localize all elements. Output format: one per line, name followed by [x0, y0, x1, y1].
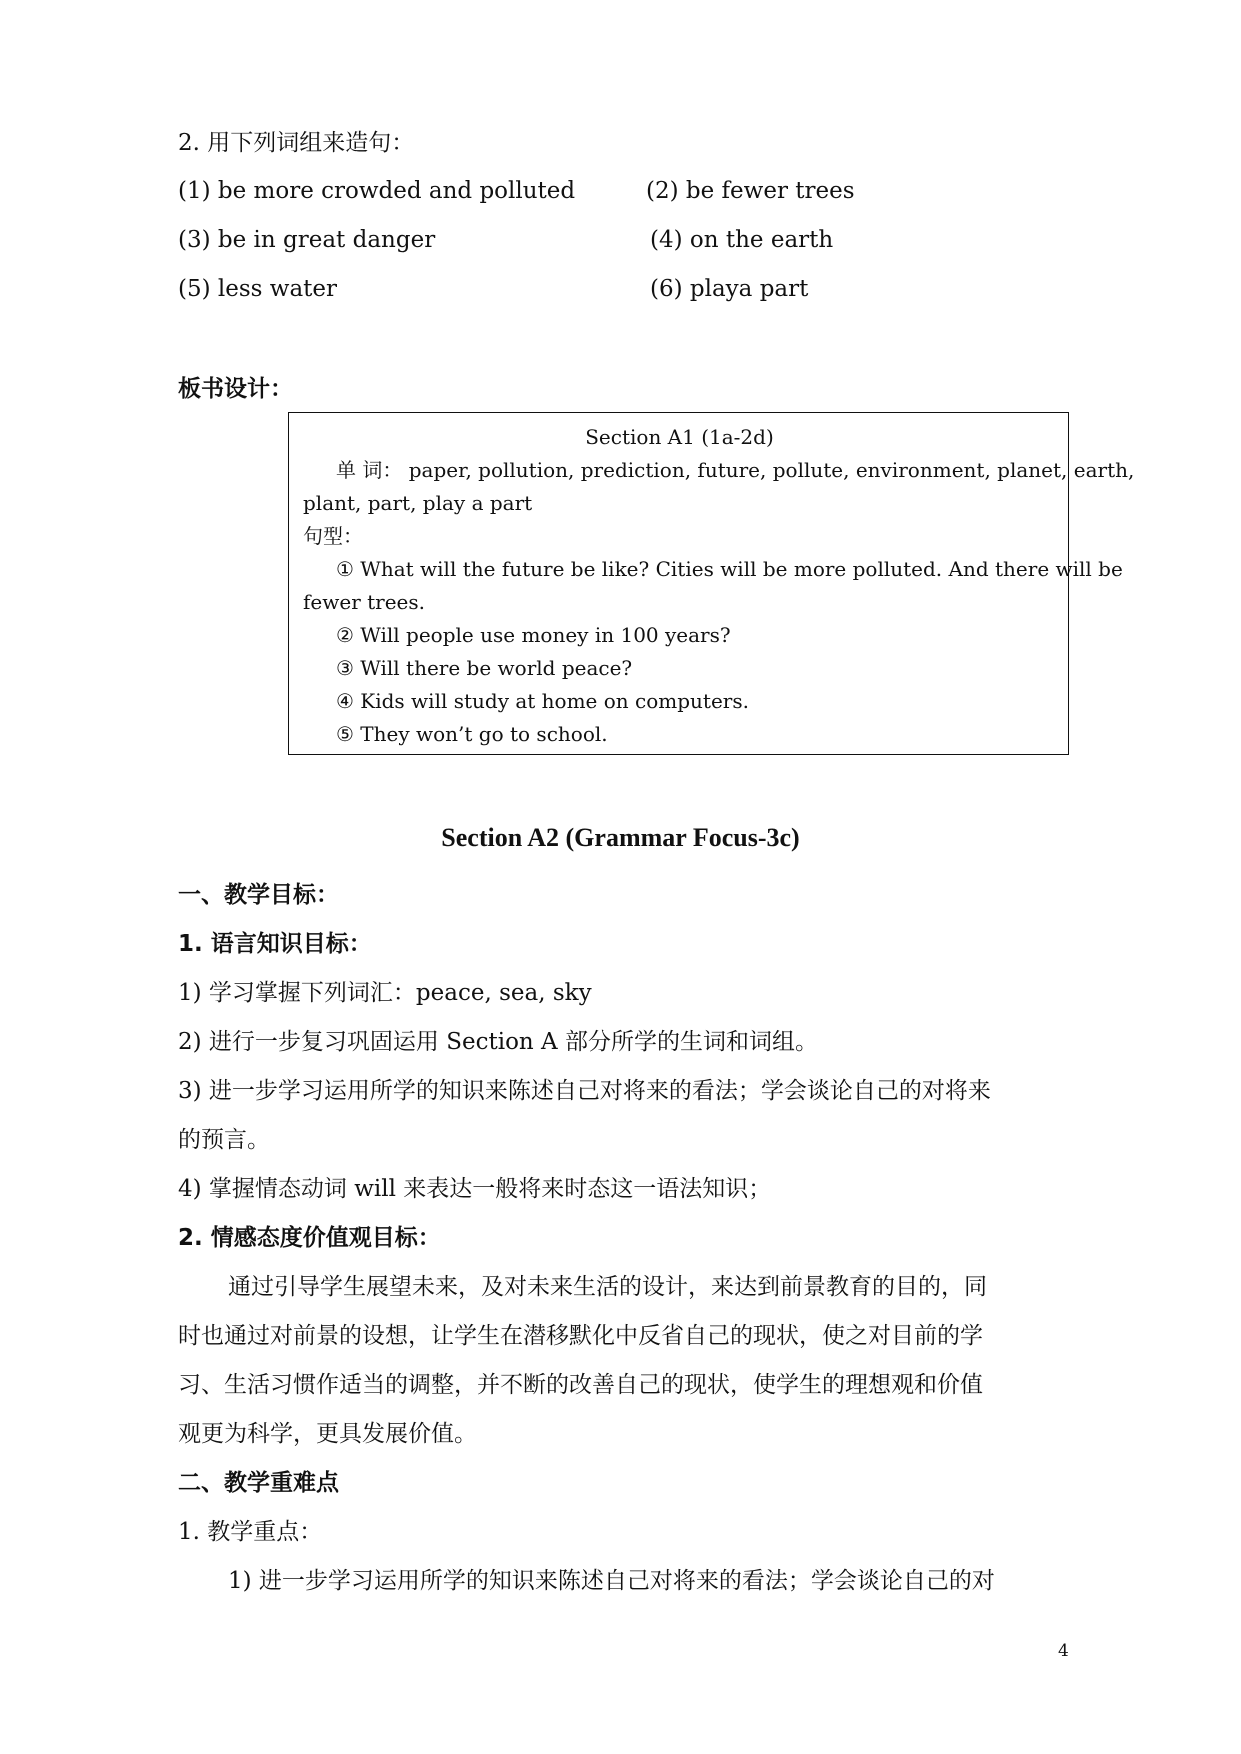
words-line: 单 词： paper, pollution, prediction, future, pollute, environment, planet, earth,	[336, 458, 1135, 482]
objective-item: 3) 进一步学习运用所学的知识来陈述自己对将来的看法；学会谈论自己的对将来	[178, 1078, 991, 1104]
heading-key-points: 二、教学重难点	[178, 1470, 339, 1496]
subheading-key-points: 1. 教学重点：	[178, 1519, 323, 1545]
exercise-item: (2) be fewer trees	[646, 178, 855, 204]
objective-item: 的预言。	[178, 1127, 270, 1153]
heading-attitude: 2. 情感态度价值观目标：	[178, 1225, 441, 1251]
sentence-item: ② Will people use money in 100 years?	[336, 623, 731, 647]
sentence-item: fewer trees.	[303, 590, 426, 614]
sentence-item: ④ Kids will study at home on computers.	[336, 689, 749, 713]
heading-objectives: 一、教学目标：	[178, 882, 339, 908]
sentences-label: 句型：	[303, 524, 363, 548]
words-line: plant, part, play a part	[303, 491, 533, 515]
sentence-item: ③ Will there be world peace?	[336, 656, 633, 680]
paragraph-line: 习、生活习惯作适当的调整，并不断的改善自己的现状，使学生的理想观和价值	[178, 1372, 983, 1398]
sentence-item: ⑤ They won’t go to school.	[336, 722, 608, 746]
board-design-box	[288, 412, 1135, 755]
objective-item: 1) 学习掌握下列词汇：peace, sea, sky	[178, 980, 592, 1006]
section-heading: Section A2 (Grammar Focus-3c)	[441, 823, 800, 852]
paragraph-line: 时也通过对前景的设想，让学生在潜移默化中反省自己的现状，使之对目前的学	[178, 1323, 983, 1349]
exercise-item: (5) less water	[178, 276, 338, 302]
heading-knowledge: 1. 语言知识目标：	[178, 931, 372, 957]
exercise-item: (3) be in great danger	[178, 227, 436, 253]
box-title: Section A1 (1a-2d)	[585, 425, 774, 449]
exercise-item: (6) playa part	[650, 276, 809, 302]
paragraph-line: 观更为科学，更具发展价值。	[178, 1421, 477, 1447]
board-design-label: 板书设计：	[178, 376, 293, 402]
paragraph-line: 通过引导学生展望未来，及对未来生活的设计，来达到前景教育的目的，同	[228, 1274, 987, 1300]
exercise-title: 2. 用下列词组来造句：	[178, 130, 415, 156]
objective-item: 2) 进行一步复习巩固运用 Section A 部分所学的生词和词组。	[178, 1029, 818, 1055]
page-number: 4	[1058, 1641, 1069, 1661]
objective-item: 4) 掌握情态动词 will 来表达一般将来时态这一语法知识；	[178, 1176, 772, 1202]
sentence-item: ① What will the future be like? Cities will be more polluted. And there will be	[336, 557, 1123, 581]
key-point-item: 1) 进一步学习运用所学的知识来陈述自己对将来的看法；学会谈论自己的对	[228, 1568, 995, 1594]
exercise-item: (4) on the earth	[650, 227, 834, 253]
exercise-item: (1) be more crowded and polluted	[178, 178, 576, 204]
